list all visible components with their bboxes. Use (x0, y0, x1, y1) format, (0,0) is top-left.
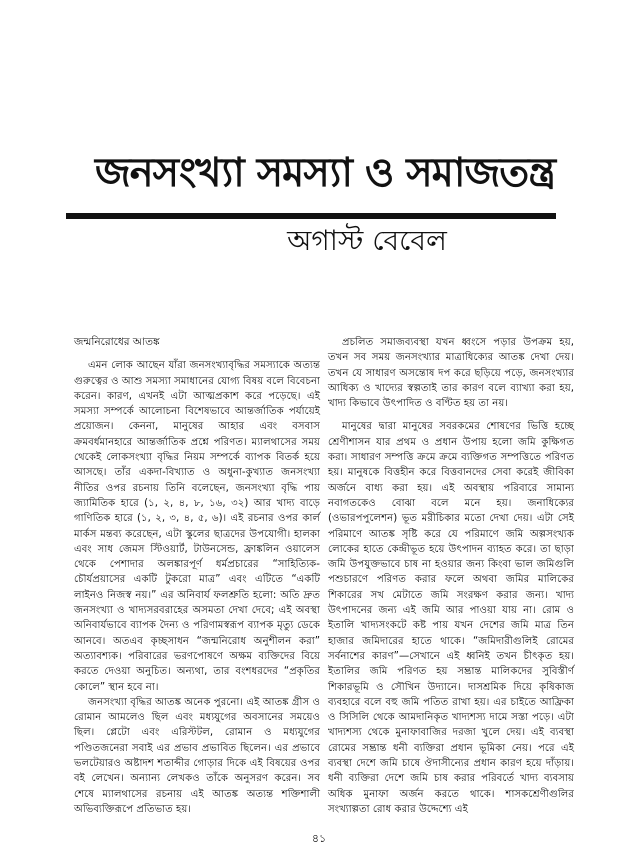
left-paragraph-2: জনসংখ্যা বৃদ্ধির আতঙ্ক অনেক পুরনো। এই আতঙ্ক গ্রীস ও রোমান আমলেও ছিল এবং মধ্যযুগের অবসানের সময়েও ছিল। প্লেটো এবং এরিস্টটল, রোমান ও মধ্যযুগের পণ্ডিতজনেরা সবাই এর প্রভাব প্রভাবিত ছিলেন। এর প্রভাবে ভলটেয়ারও অষ্টাদশ শতাব্দীর গোড়ার দিকে এই বিষয়ের ওপর বই লেখেন। অন্যান্য লেখকও তাঁকে অনুসরণ করেন। সব শেষে ম্যালথাসের রচনায় এই আতঙ্ক অত্যন্ত শক্তিশালী অভিব্যক্তিরূপে প্রতিভাত হয়। (74, 696, 320, 815)
title-rule (66, 213, 556, 219)
page-number: ৪১ (311, 832, 327, 845)
left-column (74, 335, 320, 817)
author-name: অগাস্ট বেবেল (287, 224, 447, 257)
right-paragraph-2: মানুষের দ্বারা মানুষের সবরকমের শোষণের ভিত্তি হচ্ছে শ্রেণীশাসন যার প্রথম ও প্রধান উপায় হলো জমি কুক্ষিগত করা। সাধারণ সম্পত্তি ক্রমে ক্রমে ব্যক্তিগত সম্পত্তিতে পরিণত হয়। মানুষকে বিত্তহীন করে বিত্তবানদের সেবা করেই জীবিকা অর্জনে বাধ্য করা হয়। এই অবস্থায় পরিবারে সামান্য নবাগতকেও বোঝা বলে মনে হয়। জনাধিক্যের (ওভারপপুলেশন) ভূত মরীচিকার মতো দেখা দেয়। এটা সেই পরিমাণে আতঙ্ক সৃষ্টি করে যে পরিমাণে জমি অল্পসংখ্যক লোকের হাতে কেন্দ্রীভূত হয়ে উৎপাদন ব্যাহত করে। তা ছাড়া জমি উপযুক্তভাবে চাষ না হওয়ার জন্য কিংবা ভাল জমিগুলি পশুচারণে পরিণত করার ফলে অথবা জমির মালিকের শিকারের সখ মেটাতে জমি সংরক্ষণ করার জন্য। খাদ্য উৎপাদনের জন্য এই জমি আর পাওয়া যায় না। রোম ও ইতালি খাদ্যসংকটে কষ্ট পায় যখন দেশের জমি মাত্র তিন হাজার জমিদারের হাতে থাকে। “জমিদারীগুলিই রোমের সর্বনাশের কারণ”—সেখানে এই ধ্বনিই তখন চীৎকৃত হয়। ইতালির জমি পরিণত হয় সম্ভ্রান্ত মালিকদের সুবিস্তীর্ণ শিকারভূমি ও সৌখিন উদ্যানে। দাসশ্রমিক দিয়ে কৃষিকাজ ব্যবহারে বলে বহু জমি পতিত রাখা হয়। এর চাইতে আফ্রিকা ও সিসিলি থেকে আমদানিকৃত খাদ্যশস্য দামে সস্তা পড়ে। এটা খাদ্যশস্য থেকে মুনাফাবাজির দরজা খুলে দেয়। এই ব্যবস্থা রোমের সম্ভ্রান্ত ধনী ব্যক্তিরা প্রধান ভূমিকা নেয়। পরে এই ব্যবস্থা দেশে জমি চাষে ঔদাসীন্যের প্রধান কারণ হয়ে দাঁড়ায়। ধনী ব্যক্তিরা দেশে জমি চাষ করার পরিবর্তে খাদ্য ব্যবসায় অধিক মুনাফা অর্জন করতে থাকে। শাসকশ্রেণীগুলির সংখ্যাল্পতা রোধ করার উদ্দেশ্যে এই (328, 421, 574, 815)
section-heading: জন্মনিরোধের আতঙ্ক (74, 336, 160, 348)
right-paragraph-1: প্রচলিত সমাজব্যবস্থা যখন ধ্বংসে পড়ার উপক্রম হয়, তখন সব সময় জনসংখ্যার মাত্রাধিক্যের আতঙ্ক দেখা দেয়। তখন যে সাধারণ অসন্তোষ দপ করে ছড়িয়ে পড়ে, জনসংখ্যার আধিক্য ও খাদ্যের স্বল্পতাই তার কারণ বলে ব্যাখ্যা করা হয়, খাদ্য কিভাবে উৎপাদিত ও বণ্টিত হয় তা নয়। (328, 337, 574, 410)
article-title: জনসংখ্যা সমস্যা ও সমাজতন্ত্র (95, 150, 556, 196)
right-column (328, 335, 574, 817)
left-paragraph-1: এমন লোক আছেন যাঁরা জনসংখ্যাবৃদ্ধির সমস্যাকে অত্যন্ত গুরুত্বের ও আশু সমস্যা সমাধানের যোগ্য বিষয় বলে বিবেচনা করেন। কারণ, এখনই এটা আত্মপ্রকাশ করে পড়েছে। এই সমস্যা সম্পর্কে আলোচনা বিশেষভাবে আন্তর্জাতিক পর্যায়েই প্রয়োজন। কেননা, মানুষের আহার এবং বসবাস ক্রমবর্ধমানহারে আন্তর্জাতিক প্রশ্নে পরিণত। ম্যালথাসের সময় থেকেই লোকসংখ্যা বৃদ্ধির নিয়ম সম্পর্কে ব্যাপক বিতর্ক হয়ে আসছে। তাঁর একদা-বিখ্যাত ও অধুনা-কুখ্যাত জনসংখ্যা নীতির ওপর রচনায় তিনি বলেছেন, জনসংখ্যা বৃদ্ধি পায় জ্যামিতিক হারে (১, ২, ৪, ৮, ১৬, ৩২) আর খাদ্য বাড়ে গাণিতিক হারে (১, ২, ৩, ৪, ৫, ৬)। এই রচনার ওপর কার্ল মার্কস মন্তব্য করেছেন, এটা স্কুলের ছাত্রদের উপযোগী। হালকা এবং সাধ জেমস স্টিওয়ার্ট, টাউনসেন্ড, ফ্রাঙ্কলিন ওয়ালেস থেকে পেশাদার অলঙ্কারপূর্ণ ধর্মপ্রচারের “সাহিত্যিক-চৌর্যপ্রয়াসের একটি টুকরো মাত্র” এবং এটিতে “একটি লাইনও নিজস্ব নয়।” এর অনিবার্য ফলশ্রুতি হলো: অতি দ্রুত জনসংখ্যা ও খাদ্যসরবরাহের অসমতা দেখা দেবে; এই অবস্থা অনিবার্যভাবে ব্যাপক দৈন্য ও পরিণামস্বরূপ ব্যাপক মৃত্যু ডেকে আনবে। অতএব কৃচ্ছসাধন “জন্মনিরোধ অনুশীলন করা” অত্যাবশ্যক। পরিবারের ভরণপোষণে অক্ষম ব্যক্তিদের বিয়ে করতে দেওয়া অনুচিত। অন্যথা, তার বংশধরদের “প্রকৃতির কোলে” স্থান হবে না। (74, 360, 320, 693)
